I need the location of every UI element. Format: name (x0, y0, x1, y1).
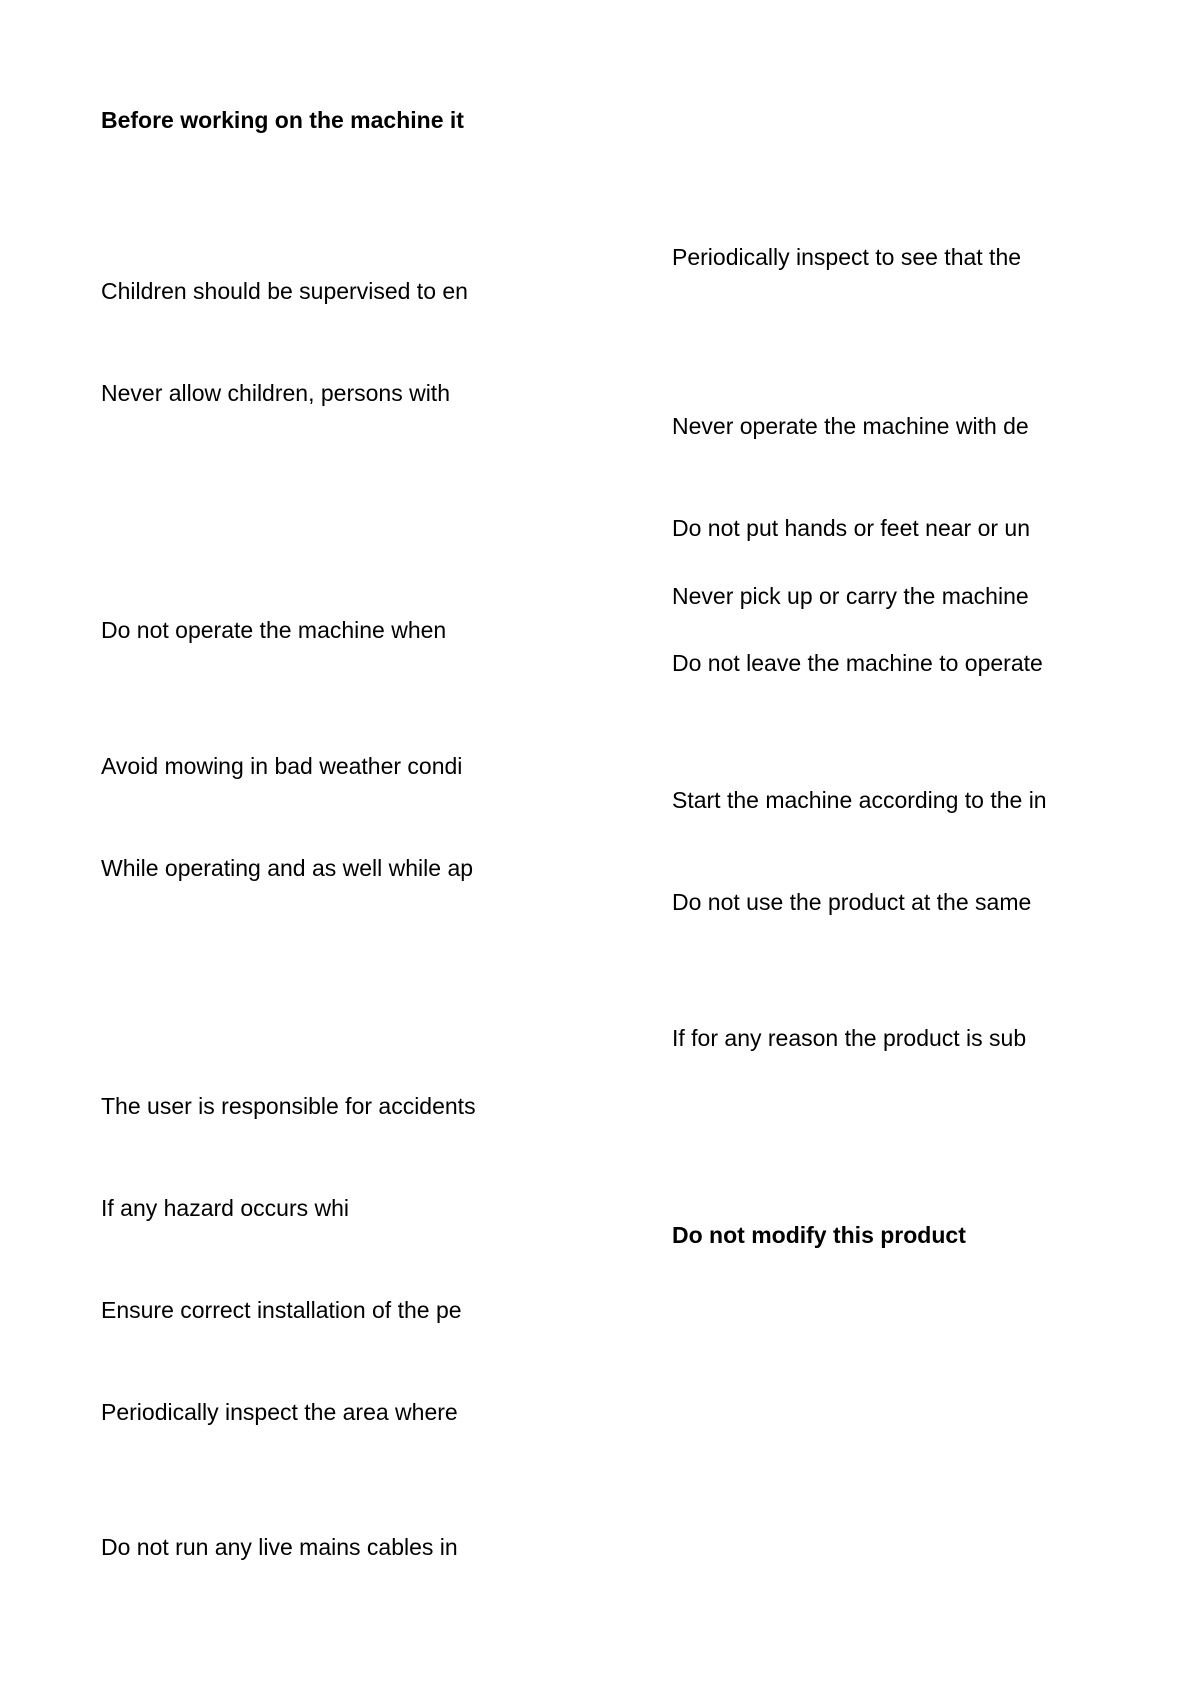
text-line: Periodically inspect the area where (101, 1399, 458, 1425)
text-line: While operating and as well while ap (101, 855, 474, 881)
text-line: Do not put hands or feet near or un (672, 515, 1031, 541)
text-line: If for any reason the product is sub (672, 1025, 1027, 1051)
text-line: Never operate the machine with de (672, 413, 1029, 439)
text-line: If any hazard occurs whi (101, 1195, 350, 1221)
text-line: Never allow children, persons with (101, 380, 450, 406)
text-line: Avoid mowing in bad weather condi (101, 753, 463, 779)
text-line: Do not leave the machine to operate (672, 650, 1043, 676)
section-heading-do-not-modify: Do not modify this product (672, 1222, 966, 1248)
text-line: Periodically inspect to see that the (672, 244, 1022, 270)
text-line: Never pick up or carry the machine (672, 583, 1029, 609)
text-line: Do not use the product at the same (672, 889, 1032, 915)
text-line: Do not operate the machine when (101, 617, 447, 643)
section-heading-before-working: Before working on the machine it (101, 107, 464, 133)
text-line: The user is responsible for accidents (101, 1093, 476, 1119)
text-line: Children should be supervised to en (101, 278, 468, 304)
text-line: Start the machine according to the in (672, 787, 1047, 813)
text-line: Ensure correct installation of the pe (101, 1297, 462, 1323)
text-line: Do not run any live mains cables in (101, 1534, 458, 1560)
